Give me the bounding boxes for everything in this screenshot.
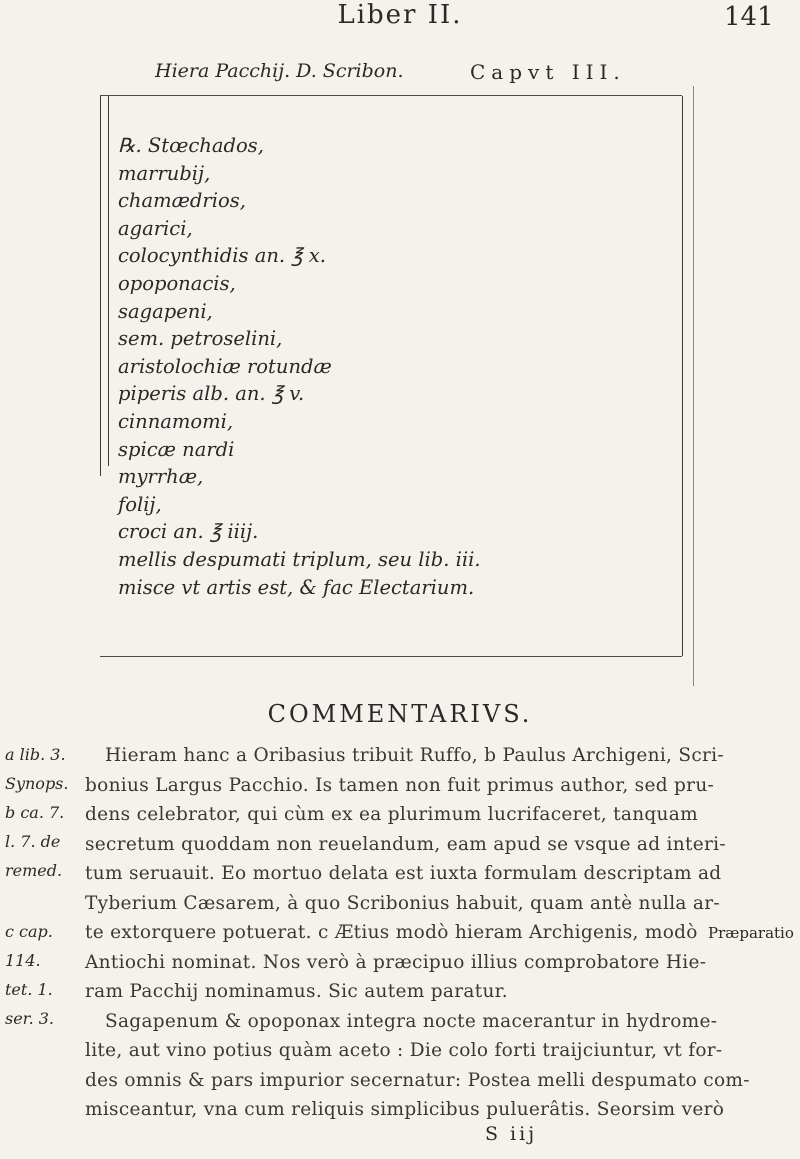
recipe-line: misce vt artis est, & fac Electarium. (118, 575, 475, 599)
commentary-heading: COMMENTARIVS. (267, 700, 533, 728)
recipe-line: spicæ nardi (118, 437, 235, 461)
commentary-line: ram Pacchij nominamus. Sic autem paratur. (85, 981, 508, 1002)
box-right-rule-outer (693, 86, 694, 686)
box-left-rule (108, 96, 109, 466)
recipe-line: chamædrios, (118, 189, 246, 213)
right-margin-note: Præparatio (708, 924, 794, 942)
recipe-line: piperis alb. an. ℥ v. (118, 382, 305, 406)
signature-mark: S iij (485, 1123, 538, 1145)
commentary-line: Hieram hanc a Oribasius tribuit Ruffo, b Paulus Archigeni, Scri- (105, 745, 724, 766)
margin-note: 114. (5, 951, 41, 970)
commentary-line: te extorquere potuerat. c Ætius modò hieram Archigenis, modò (85, 922, 698, 943)
page-number: 141 (724, 2, 774, 32)
recipe-line: folij, (118, 492, 162, 516)
recipe-line: myrrhæ, (118, 465, 204, 489)
commentary-line: tum seruauit. Eo mortuo delata est iuxta formulam descriptam ad (85, 863, 722, 884)
recipe-line: cinnamomi, (118, 410, 234, 433)
commentary-line: misceantur, vna cum reliquis simplicibus puluerâtis. Seorsim verò (85, 1099, 725, 1120)
commentary-line: bonius Largus Pacchio. Is tamen non fuit primus author, sed pru- (85, 774, 715, 796)
margin-note: Synops. (5, 774, 69, 793)
recipe-line: agarici, (118, 216, 193, 240)
subheader-left: Hiera Pacchij. D. Scribon. (155, 60, 404, 82)
margin-note: l. 7. de (5, 832, 61, 851)
subheader-right: Capvt III. (470, 60, 626, 84)
margin-note: c cap. (5, 922, 53, 941)
box-right-rule (682, 96, 683, 656)
recipe-line: croci an. ℥ iiij. (118, 520, 259, 544)
box-left-rule-outer (100, 96, 101, 476)
recipe-line: colocynthidis an. ℥ x. (118, 244, 326, 268)
commentary-line: Antiochi nominat. Nos verò à præcipuo illius comprobatore Hie- (85, 951, 707, 973)
running-head-title: Liber II. (337, 0, 463, 30)
recipe-line: aristolochiæ rotundæ (118, 354, 332, 378)
commentary-line: des omnis & pars impurior secernatur: Postea melli despumato com- (85, 1069, 750, 1091)
commentary-line: Tyberium Cæsarem, à quo Scribonius habuit, quam antè nulla ar- (85, 892, 720, 914)
recipe-line: ℞. Stœchados, (118, 134, 264, 157)
margin-note: a lib. 3. (5, 745, 66, 764)
commentary-line: dens celebrator, qui cùm ex ea plurimum lucrifaceret, tanquam (85, 804, 698, 825)
recipe-line: sagapeni, (118, 299, 213, 323)
margin-note: remed. (5, 861, 63, 880)
margin-note: ser. 3. (5, 1009, 55, 1028)
commentary-line: Sagapenum & opoponax integra nocte macerantur in hydrome- (105, 1010, 718, 1032)
margin-note: tet. 1. (5, 980, 53, 999)
recipe-line: mellis despumati triplum, seu lib. iii. (118, 548, 481, 571)
margin-note: b ca. 7. (5, 803, 65, 822)
commentary-line: lite, aut vino potius quàm aceto : Die colo forti traijciuntur, vt for- (85, 1040, 723, 1061)
recipe-line: marrubij, (118, 161, 211, 185)
commentary-line: secretum quoddam non reuelandum, eam apud se vsque ad interi- (85, 833, 726, 855)
recipe-line: opoponacis, (118, 272, 236, 295)
recipe-line: sem. petroselini, (118, 327, 283, 351)
